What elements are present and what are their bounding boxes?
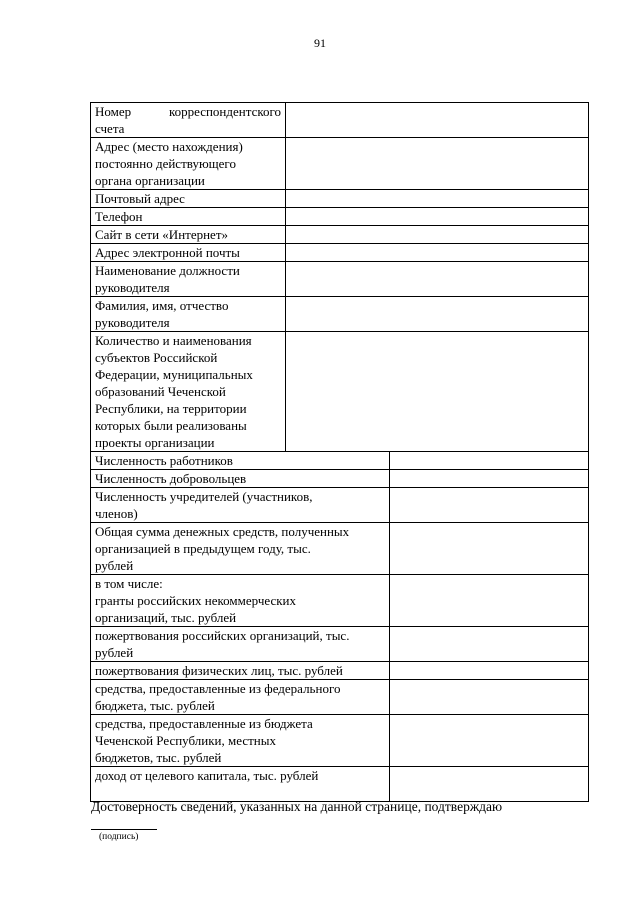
row-value[interactable] <box>286 297 589 332</box>
label-line: Адрес (место нахождения) <box>95 139 243 154</box>
table-row <box>91 662 589 680</box>
table-row <box>91 470 589 488</box>
certification-statement: Достоверность сведений, указанных на данной странице, подтверждаю <box>91 799 503 814</box>
label-line: органа организации <box>95 173 205 188</box>
label-line: счета <box>95 121 125 136</box>
label-line: рублей <box>95 558 134 573</box>
row-label <box>91 332 286 452</box>
row-value[interactable] <box>390 680 589 715</box>
table-row <box>91 226 589 244</box>
table-row <box>91 244 589 262</box>
label-line: образований Чеченской <box>95 384 226 399</box>
label-line: Номер корреспондентского <box>95 104 281 119</box>
row-value[interactable] <box>390 627 589 662</box>
row-label <box>91 452 390 470</box>
label-line: Чеченской Республики, местных <box>95 733 276 748</box>
row-label <box>91 627 390 662</box>
label-line: проекты организации <box>95 435 215 450</box>
row-label <box>91 297 286 332</box>
label-line: пожертвования физических лиц, тыс. рублей <box>95 663 343 678</box>
row-value[interactable] <box>286 190 589 208</box>
label-line: доход от целевого капитала, тыс. рублей <box>95 768 319 783</box>
label-line: Республики, на территории <box>95 401 247 416</box>
table-row <box>91 262 589 297</box>
label-line: Сайт в сети «Интернет» <box>95 227 229 242</box>
table-row <box>91 103 589 138</box>
label-line: в том числе: <box>95 576 163 591</box>
signature-line <box>91 829 157 830</box>
table-row <box>91 297 589 332</box>
row-label <box>91 662 390 680</box>
row-value[interactable] <box>390 452 589 470</box>
table-row <box>91 332 589 452</box>
label-line: Федерации, муниципальных <box>95 367 253 382</box>
label-line: руководителя <box>95 315 170 330</box>
row-label <box>91 138 286 190</box>
label-line: Телефон <box>95 209 143 224</box>
label-line: бюджета, тыс. рублей <box>95 698 215 713</box>
table-row <box>91 680 589 715</box>
row-label <box>91 226 286 244</box>
row-value[interactable] <box>286 208 589 226</box>
label-line: средства, предоставленные из федерального <box>95 681 341 696</box>
label-line: пожертвования российских организаций, тыс. <box>95 628 350 643</box>
label-line: Почтовый адрес <box>95 191 185 206</box>
row-label <box>91 190 286 208</box>
row-label <box>91 244 286 262</box>
row-label <box>91 488 390 523</box>
row-label <box>91 680 390 715</box>
row-label <box>91 262 286 297</box>
info-table <box>90 102 589 802</box>
label-line: средства, предоставленные из бюджета <box>95 716 313 731</box>
table-row <box>91 715 589 767</box>
label-line: Общая сумма денежных средств, полученных <box>95 524 350 539</box>
label-line: Численность добровольцев <box>95 471 247 486</box>
row-value[interactable] <box>390 715 589 767</box>
label-line: Адрес электронной почты <box>95 245 240 260</box>
row-value[interactable] <box>390 470 589 488</box>
row-value[interactable] <box>390 488 589 523</box>
row-value[interactable] <box>390 662 589 680</box>
table-row <box>91 488 589 523</box>
row-label <box>91 715 390 767</box>
page-number: 91 <box>314 36 326 50</box>
label-line: субъектов Российской <box>95 350 218 365</box>
table-row <box>91 452 589 470</box>
row-label <box>91 103 286 138</box>
row-value[interactable] <box>286 103 589 138</box>
label-line: Численность работников <box>95 453 233 468</box>
row-value[interactable] <box>286 262 589 297</box>
row-label <box>91 523 390 575</box>
label-line: Количество и наименования <box>95 333 252 348</box>
row-value[interactable] <box>286 332 589 452</box>
table-row <box>91 208 589 226</box>
label-line: организацией в предыдущем году, тыс. <box>95 541 311 556</box>
label-line: рублей <box>95 645 134 660</box>
label-line: руководителя <box>95 280 170 295</box>
row-value[interactable] <box>286 138 589 190</box>
row-label <box>91 208 286 226</box>
signature-label: (подпись) <box>99 832 139 842</box>
row-value[interactable] <box>286 226 589 244</box>
table-row <box>91 190 589 208</box>
label-line: Наименование должности <box>95 263 240 278</box>
row-label <box>91 767 390 802</box>
row-value[interactable] <box>390 523 589 575</box>
label-line: гранты российских некоммерческих <box>95 593 297 608</box>
table-row <box>91 627 589 662</box>
row-value[interactable] <box>390 767 589 802</box>
label-line: Численность учредителей (участников, <box>95 489 313 504</box>
row-label <box>91 470 390 488</box>
label-line: постоянно действующего <box>95 156 236 171</box>
label-line: Фамилия, имя, отчество <box>95 298 229 313</box>
label-line: которых были реализованы <box>95 418 247 433</box>
row-label <box>91 575 390 627</box>
table-row <box>91 767 589 802</box>
table-row <box>91 523 589 575</box>
row-value[interactable] <box>390 575 589 627</box>
table-row <box>91 575 589 627</box>
label-line: членов) <box>95 506 138 521</box>
label-line: бюджетов, тыс. рублей <box>95 750 222 765</box>
table-row <box>91 138 589 190</box>
label-line: организаций, тыс. рублей <box>95 610 237 625</box>
row-value[interactable] <box>286 244 589 262</box>
